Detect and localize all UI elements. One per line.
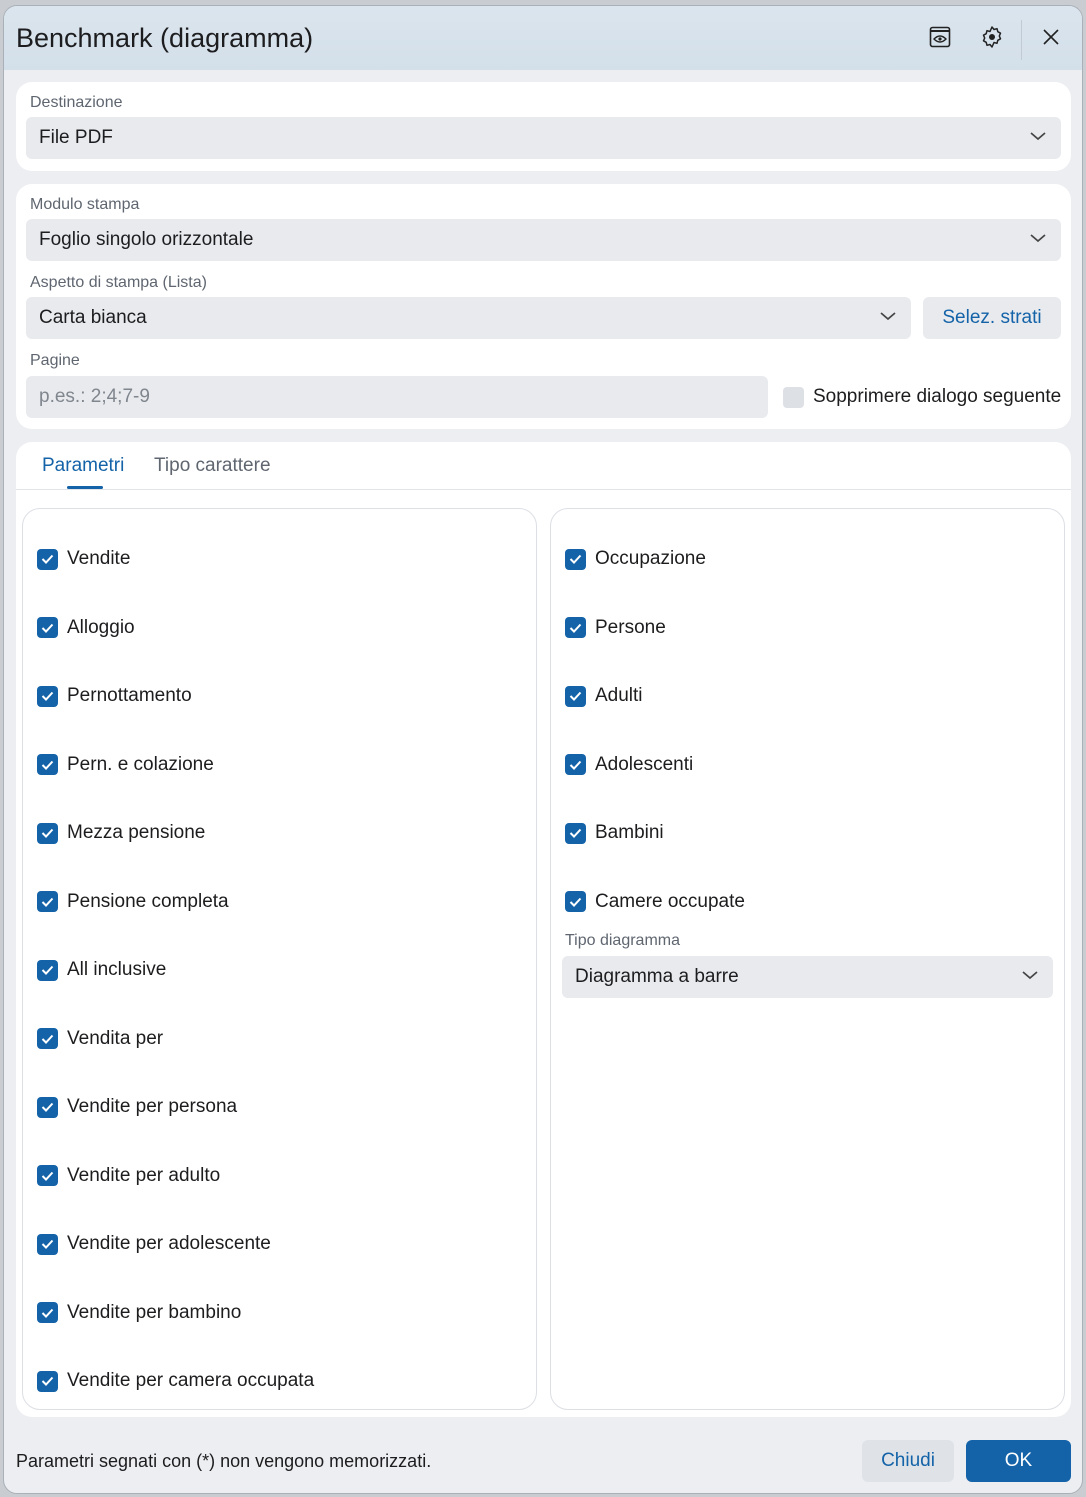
close-dialog-button[interactable]: Chiudi bbox=[862, 1440, 954, 1482]
parameter-label: Vendita per bbox=[67, 1027, 164, 1049]
parameter-checkbox[interactable] bbox=[565, 890, 745, 914]
destination-value: File PDF bbox=[39, 127, 113, 148]
parameter-checkbox[interactable] bbox=[37, 1232, 271, 1256]
parameter-label: Vendite per adulto bbox=[67, 1164, 221, 1186]
print-appearance-value: Carta bianca bbox=[39, 307, 147, 328]
checkbox-checked-icon bbox=[37, 1165, 58, 1186]
parameter-label: Pensione completa bbox=[67, 890, 229, 912]
chart-type-value: Diagramma a barre bbox=[575, 966, 739, 987]
chevron-down-icon bbox=[879, 310, 897, 322]
footer-note: Parametri segnati con (*) non vengono memorizzati. bbox=[16, 1451, 432, 1471]
left-parameters-panel bbox=[22, 508, 537, 1410]
parameter-label: Alloggio bbox=[67, 616, 135, 638]
print-module-value: Foglio singolo orizzontale bbox=[39, 229, 254, 250]
dialog bbox=[3, 5, 1083, 1494]
destination-card bbox=[16, 82, 1071, 171]
checkbox-checked-icon bbox=[37, 754, 58, 775]
parameter-label: Adulti bbox=[595, 685, 643, 706]
checkbox-checked-icon bbox=[37, 1302, 58, 1323]
tab-parametri[interactable]: Parametri bbox=[42, 455, 125, 476]
parameter-checkbox[interactable] bbox=[37, 1164, 220, 1188]
pages-input[interactable]: p.es.: 2;4;7-9 bbox=[26, 376, 768, 418]
parameter-checkbox[interactable] bbox=[37, 890, 229, 914]
pages-label: Pagine bbox=[30, 352, 80, 369]
parameter-checkbox[interactable] bbox=[565, 753, 693, 777]
checkbox-checked-icon bbox=[37, 960, 58, 981]
parameter-checkbox[interactable] bbox=[37, 1301, 241, 1325]
close-button[interactable] bbox=[1036, 22, 1066, 52]
parameter-label: Vendite per adolescente bbox=[67, 1233, 271, 1254]
parameter-checkbox[interactable] bbox=[37, 684, 192, 708]
print-appearance-select[interactable] bbox=[26, 297, 911, 339]
right-parameters-panel bbox=[550, 508, 1065, 1410]
print-card bbox=[16, 184, 1071, 429]
print-module-select[interactable] bbox=[26, 219, 1061, 261]
dialog-title: Benchmark (diagramma) bbox=[16, 23, 314, 53]
title-bar bbox=[4, 6, 1082, 70]
select-layers-button[interactable]: Selez. strati bbox=[923, 297, 1061, 339]
gear-icon bbox=[980, 25, 1004, 49]
parameter-checkbox[interactable] bbox=[565, 684, 643, 708]
print-module-label: Modulo stampa bbox=[30, 196, 140, 213]
preview-button[interactable] bbox=[925, 22, 955, 52]
parameter-label: Persone bbox=[595, 616, 666, 638]
destination-label: Destinazione bbox=[30, 94, 123, 111]
parameter-label: Vendite bbox=[67, 548, 131, 569]
parameter-label: Pern. e colazione bbox=[67, 753, 214, 775]
ok-button[interactable]: OK bbox=[966, 1440, 1071, 1482]
parameter-checkbox[interactable] bbox=[37, 958, 166, 982]
checkbox-checked-icon bbox=[37, 891, 58, 912]
chevron-down-icon bbox=[1029, 232, 1047, 244]
close-icon bbox=[1042, 28, 1060, 46]
parameter-label: All inclusive bbox=[67, 959, 167, 980]
parameter-checkbox[interactable] bbox=[37, 821, 205, 845]
checkbox-checked-icon bbox=[565, 823, 586, 844]
checkbox-checked-icon bbox=[565, 754, 586, 775]
destination-select[interactable] bbox=[26, 117, 1061, 159]
parameter-label: Vendite per camera occupata bbox=[67, 1370, 315, 1391]
settings-button[interactable] bbox=[977, 22, 1007, 52]
eye-window-icon bbox=[929, 26, 951, 48]
chart-type-select[interactable] bbox=[562, 956, 1053, 998]
chevron-down-icon bbox=[1021, 969, 1039, 981]
parameter-label: Occupazione bbox=[595, 548, 706, 569]
checkbox-checked-icon bbox=[565, 686, 586, 707]
checkbox-checked-icon bbox=[565, 891, 586, 912]
suppress-dialog-checkbox[interactable] bbox=[783, 386, 1061, 408]
parameter-checkbox[interactable] bbox=[565, 547, 706, 571]
parameter-checkbox[interactable] bbox=[37, 753, 214, 777]
chevron-down-icon bbox=[1029, 130, 1047, 142]
checkbox-checked-icon bbox=[565, 617, 586, 638]
chart-type-label: Tipo diagramma bbox=[565, 932, 681, 949]
parameter-label: Vendite per persona bbox=[67, 1096, 238, 1117]
parameter-checkbox[interactable] bbox=[37, 547, 130, 571]
checkbox-checked-icon bbox=[37, 686, 58, 707]
checkbox-checked-icon bbox=[37, 1371, 58, 1392]
parameters-card bbox=[16, 442, 1071, 1417]
tab-divider bbox=[16, 489, 1071, 490]
suppress-dialog-label: Sopprimere dialogo seguente bbox=[813, 386, 1062, 407]
parameter-checkbox[interactable] bbox=[37, 1027, 163, 1051]
parameter-checkbox[interactable] bbox=[37, 1369, 314, 1393]
checkbox-checked-icon bbox=[565, 549, 586, 570]
parameter-label: Mezza pensione bbox=[67, 822, 206, 843]
parameter-checkbox[interactable] bbox=[565, 821, 664, 845]
checkbox-checked-icon bbox=[37, 549, 58, 570]
tab-tipo-carattere[interactable]: Tipo carattere bbox=[154, 455, 271, 476]
checkbox-checked-icon bbox=[37, 1097, 58, 1118]
checkbox-checked-icon bbox=[37, 617, 58, 638]
checkbox-checked-icon bbox=[37, 1234, 58, 1255]
parameter-checkbox[interactable] bbox=[37, 616, 135, 640]
checkbox-checked-icon bbox=[37, 823, 58, 844]
checkbox-checked-icon bbox=[37, 1028, 58, 1049]
parameter-label: Camere occupate bbox=[595, 890, 745, 912]
parameter-label: Adolescenti bbox=[595, 753, 694, 775]
parameter-checkbox[interactable] bbox=[37, 1095, 237, 1119]
parameter-label: Pernottamento bbox=[67, 685, 192, 706]
parameter-checkbox[interactable] bbox=[565, 616, 666, 640]
checkbox-box bbox=[783, 387, 804, 408]
parameter-label: Vendite per bambino bbox=[67, 1301, 242, 1323]
toolbar-divider bbox=[1021, 20, 1022, 60]
parameter-label: Bambini bbox=[595, 822, 664, 843]
print-appearance-label: Aspetto di stampa (Lista) bbox=[30, 274, 207, 291]
